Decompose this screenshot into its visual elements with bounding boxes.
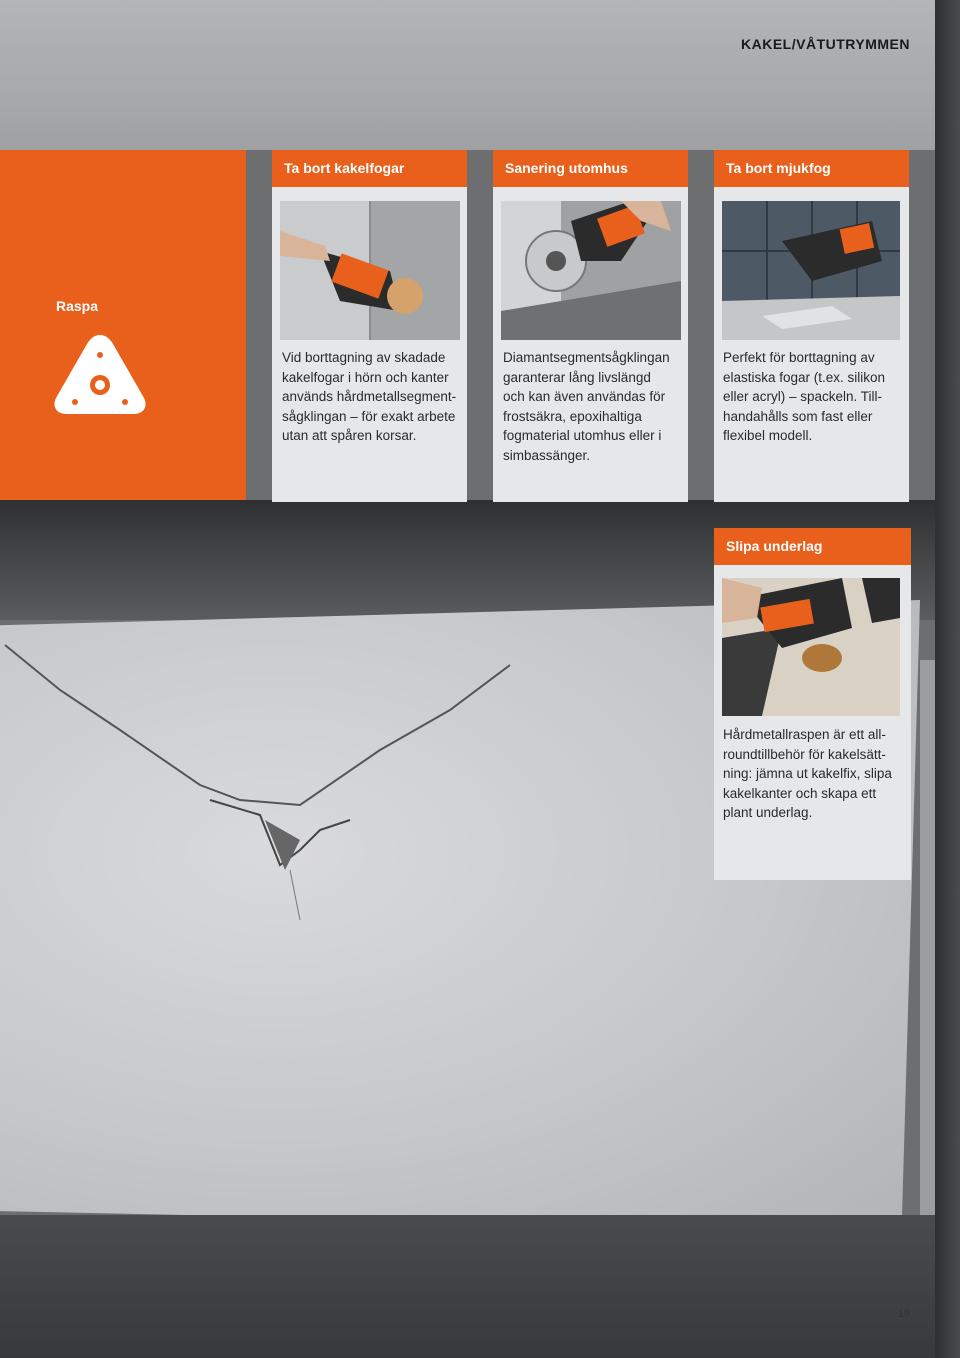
surface-grinding-photo <box>722 578 900 716</box>
card-title: Ta bort mjukfog <box>714 150 909 187</box>
tile-joint-removal-photo <box>280 201 460 340</box>
card-sanering-utomhus <box>493 150 688 502</box>
card-ta-bort-kakelfogar <box>272 150 467 502</box>
raspa-panel <box>0 150 246 500</box>
card-slipa-underlag <box>714 528 911 880</box>
card-title: Sanering utomhus <box>493 150 688 187</box>
card-title: Ta bort kakelfogar <box>272 150 467 187</box>
outdoor-grout-removal-photo <box>501 201 681 340</box>
card-text: Vid borttagning av skadade kakelfogar i hörn och kanter används hårdmetallsegment- sågklingan – för exakt arbete utan att spåren korsar. <box>282 350 457 443</box>
section-title: KAKEL/VÅTUTRYMMEN <box>741 36 910 52</box>
card-text: Perfekt för borttagning av elastiska fogar (t.ex. silikon eller acryl) – spackeln. Till- handahålls som fast eller flexibel modell. <box>723 350 886 443</box>
card-text: Diamantsegmentsågklingan garanterar lång livslängd och kan även användas för frostsäkra, epoxihaltiga fogmaterial utomhus eller i simbassänger. <box>503 350 670 463</box>
page-number: 19 <box>897 1308 910 1320</box>
raspa-label: Raspa <box>56 298 99 314</box>
soft-joint-removal-photo <box>722 201 900 340</box>
card-ta-bort-mjukfog <box>714 150 909 502</box>
card-title: Slipa underlag <box>714 528 911 565</box>
triangle-sanding-pad-icon <box>50 330 150 420</box>
card-text: Hårdmetallraspen är ett all- roundtillbehör för kakelsätt- ning: jämna ut kakelfix, slipa kakelkanter och skapa ett plant underlag. <box>723 727 892 820</box>
